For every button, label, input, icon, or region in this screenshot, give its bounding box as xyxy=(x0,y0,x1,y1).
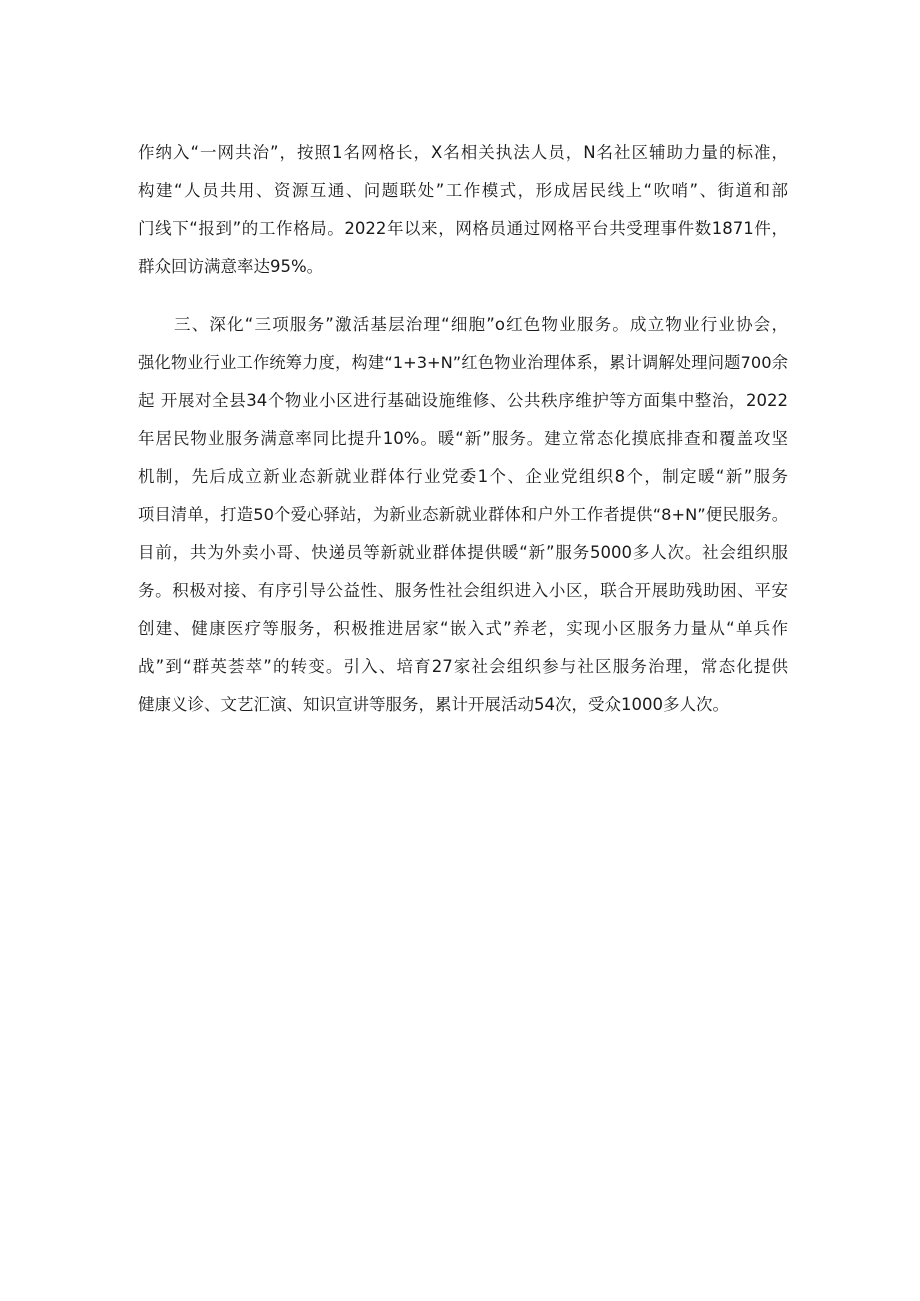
text-line: 三、深化“三项服务”激活基层治理“细胞”o红色物业服务。成立物业行业协会， xyxy=(174,315,788,334)
text-line: 战”到“群英荟萃”的转变。引入、培育27家社会组织参与社区服务治理，常态化提供 xyxy=(138,657,788,676)
text-line: 强化物业行业工作统筹力度，构建“1+3+N”红色物业治理体系，累计调解处理问题700余 xyxy=(138,353,788,372)
text-line: 群众回访满意率达95%。 xyxy=(138,257,324,276)
text-line: 项目清单，打造50个爱心驿站，为新业态新就业群体和户外工作者提供“8+N”便民服务。 xyxy=(138,505,788,524)
text-line: 作纳入“一网共治”，按照1名网格长，X名相关执法人员，N名社区辅助力量的标准， xyxy=(138,143,788,162)
text-line: 目前，共为外卖小哥、快递员等新就业群体提供暖“新”服务5000多人次。社会组织服 xyxy=(138,543,788,562)
text-line: 务。积极对接、有序引导公益性、服务性社会组织进入小区，联合开展助残助困、平安 xyxy=(138,581,788,600)
text-line: 门线下“报到”的工作格局。2022年以来，网格员通过网格平台共受理事件数1871件， xyxy=(138,219,788,238)
text-line: 年居民物业服务满意率同比提升10%。暖“新”服务。建立常态化摸底排查和覆盖攻坚 xyxy=(138,429,788,448)
text-line: 起 开展对全县34个物业小区进行基础设施维修、公共秩序维护等方面集中整治，2022 xyxy=(138,391,788,410)
text-line: 创建、健康医疗等服务，积极推进居家“嵌入式”养老，实现小区服务力量从“单兵作 xyxy=(138,619,788,638)
text-line: 健康义诊、文艺汇演、知识宣讲等服务，累计开展活动54次，受众1000多人次。 xyxy=(138,695,729,714)
text-line: 机制，先后成立新业态新就业群体行业党委1个、企业党组织8个，制定暖“新”服务 xyxy=(138,467,788,486)
text-line: 构建“人员共用、资源互通、问题联处”工作模式，形成居民线上“吹哨”、街道和部 xyxy=(138,181,788,200)
